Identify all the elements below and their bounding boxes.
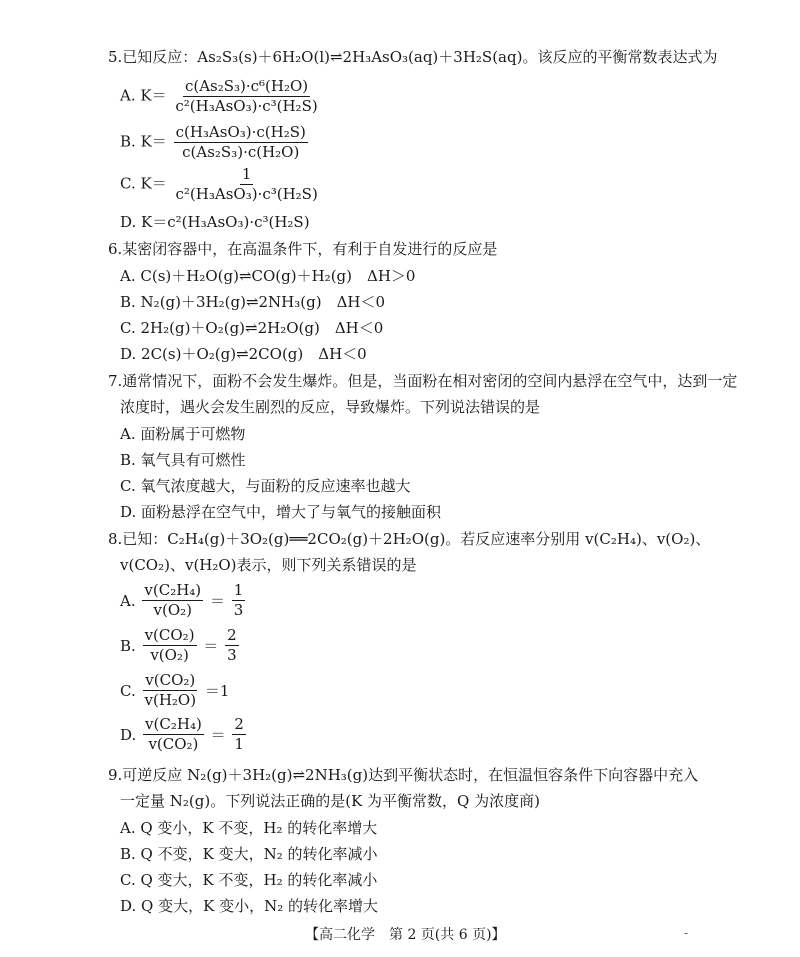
fraction-left [143, 672, 199, 709]
equals-sign: ＝ [209, 592, 225, 610]
q7-option-c: C. 氧气浓度越大，与面粉的反应速率也越大 [120, 477, 411, 495]
option-label: C. [120, 174, 136, 193]
q8-option-c [120, 672, 229, 709]
equals-sign: ＝1 [204, 682, 230, 700]
q9-stem-line1: 9.可逆反应 N₂(g)＋3H₂(g)⇌2NH₃(g)达到平衡状态时，在恒温恒容条件下向容器中充入 [108, 766, 699, 784]
q6-option-b: B. N₂(g)＋3H₂(g)⇌2NH₃(g) ΔH＜0 [120, 293, 386, 311]
denominator: v(O₂) [153, 601, 193, 619]
denominator: v(O₂) [150, 646, 189, 664]
option-label: D. [120, 725, 137, 744]
q7-stem-line1: 7.通常情况下，面粉不会发生爆炸。但是，当面粉在相对密闭的空间内悬浮在空气中，达到一定 [108, 372, 738, 390]
numerator: c(As₂S₃)·c⁶(H₂O) [184, 77, 309, 95]
q6-option-c: C. 2H₂(g)＋O₂(g)⇌2H₂O(g) ΔH＜0 [120, 319, 384, 337]
option-label: A. [120, 591, 136, 610]
denominator: c(As₂S₃)·c(H₂O) [182, 143, 300, 161]
q9-stem-line2: 一定量 N₂(g)。下列说法正确的是(K 为平衡常数，Q 为浓度商) [120, 792, 540, 810]
page-footer: 【高二化学 第 2 页(共 6 页)】 [305, 927, 506, 943]
option-label: C. [120, 681, 136, 700]
q7-stem-line2: 浓度时，遇火会发生剧烈的反应，导致爆炸。下列说法错误的是 [120, 398, 541, 416]
fraction [174, 124, 308, 161]
denominator: v(H₂O) [144, 691, 197, 709]
q5-option-c [120, 166, 322, 203]
k-symbol: K＝ [140, 132, 167, 151]
numerator: 2 [234, 715, 244, 733]
q7-option-a: A. 面粉属于可燃物 [120, 425, 246, 443]
q9-option-b: B. Q 不变，K 变大，N₂ 的转化率减小 [120, 845, 378, 863]
q5-stem: 5.已知反应：As₂S₃(s)＋6H₂O(l)⇌2H₃AsO₃(aq)＋3H₂S(aq)。该反应的平衡常数表达式为 [108, 48, 718, 66]
fraction [174, 166, 320, 203]
denominator: 3 [227, 646, 237, 664]
numerator: v(CO₂) [144, 626, 195, 644]
option-label: A. [120, 86, 136, 105]
q5-option-d [120, 211, 310, 232]
denominator: c²(H₃AsO₃)·c³(H₂S) [175, 97, 318, 115]
denominator: 1 [234, 735, 244, 753]
fraction-right [225, 627, 239, 664]
denominator: 3 [233, 601, 244, 619]
option-label: B. [120, 636, 136, 655]
fraction-right [232, 582, 246, 619]
k-symbol: K＝ [140, 174, 167, 193]
numerator: 1 [241, 165, 252, 183]
numerator: v(C₂H₄) [144, 581, 202, 599]
denominator: c²(H₃AsO₃)·c³(H₂S) [175, 185, 318, 203]
fraction-left [143, 716, 204, 753]
denominator: v(CO₂) [148, 735, 199, 753]
fraction [173, 78, 319, 115]
q9-option-c: C. Q 变大，K 不变，H₂ 的转化率减小 [120, 871, 378, 889]
q9-option-a: A. Q 变小，K 不变，H₂ 的转化率增大 [120, 819, 378, 837]
q5-option-a [120, 78, 322, 115]
equals-sign: ＝ [210, 726, 226, 744]
q6-stem: 6.某密闭容器中，在高温条件下，有利于自发进行的反应是 [108, 240, 498, 258]
q6-option-d: D. 2C(s)＋O₂(g)⇌2CO(g) ΔH＜0 [120, 345, 367, 363]
q7-option-d: D. 面粉悬浮在空气中，增大了与氧气的接触面积 [120, 503, 442, 521]
numerator: v(CO₂) [145, 671, 196, 689]
fraction-left [143, 627, 197, 664]
corner-mark: - [684, 926, 689, 940]
numerator: 2 [227, 626, 237, 644]
q8-option-b [120, 627, 241, 664]
q5-option-b [120, 124, 310, 161]
numerator: v(C₂H₄) [145, 715, 202, 733]
option-label: B. [120, 132, 136, 151]
option-text: K＝c²(H₃AsO₃)·c³(H₂S) [141, 213, 310, 231]
q8-stem-line1: 8.已知：C₂H₄(g)＋3O₂(g)══2CO₂(g)＋2H₂O(g)。若反应速率分别用 v(C₂H₄)、v(O₂)、 [108, 530, 711, 548]
numerator: c(H₃AsO₃)·c(H₂S) [175, 123, 306, 141]
fraction-left [142, 582, 203, 619]
q9-option-d: D. Q 变大，K 变小，N₂ 的转化率增大 [120, 897, 378, 915]
numerator: 1 [233, 581, 244, 599]
q7-option-b: B. 氧气具有可燃性 [120, 451, 246, 469]
option-label: D. [120, 213, 137, 231]
k-symbol: K＝ [140, 86, 167, 105]
q8-stem-line2: v(CO₂)、v(H₂O)表示，则下列关系错误的是 [120, 556, 417, 574]
q6-option-a: A. C(s)＋H₂O(g)⇌CO(g)＋H₂(g) ΔH＞0 [120, 267, 416, 285]
fraction-right [232, 716, 246, 753]
q8-option-d [120, 716, 248, 753]
q8-option-a [120, 582, 247, 619]
equals-sign: ＝ [203, 637, 219, 655]
